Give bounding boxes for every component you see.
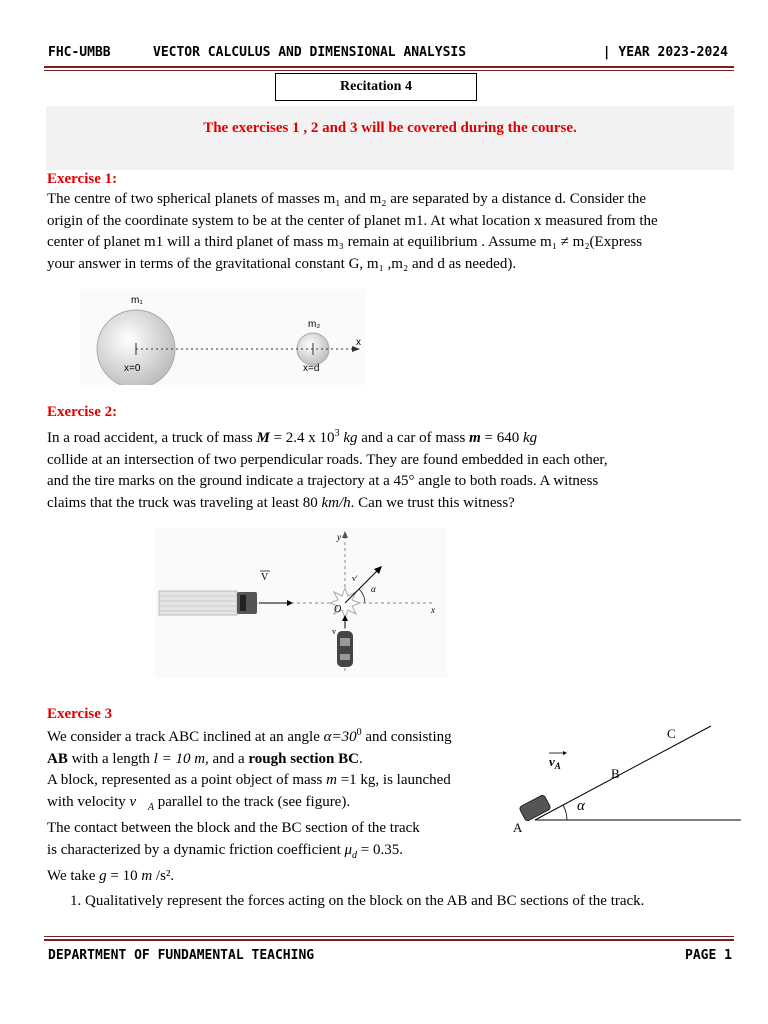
footer-left: DEPARTMENT OF FUNDAMENTAL TEACHING [48,948,315,963]
course-note [46,106,734,170]
angle-arc [563,805,567,820]
incline-track [535,726,711,820]
header-rule [44,66,734,68]
y-axis-label: y [337,532,341,542]
angle-value: α=30 [323,729,357,745]
length-value: l = 10 m [153,750,206,767]
text-run: = 0.35. [357,841,403,858]
point-c-label: C [667,726,676,741]
x-axis-label: x [356,337,361,348]
exercise3-title: Exercise 3 [47,706,113,722]
page-footer [48,948,732,966]
truck-window [240,595,246,611]
exercise3-line2 [47,749,507,771]
header-rule-thin [44,70,734,71]
mass-symbol: m [326,772,337,788]
m2-label: m₂ [308,319,321,330]
vector-arrowhead [563,751,567,755]
x-axis-label: x [431,605,435,615]
incline-figure [505,722,745,842]
text-run: with velocity [47,793,130,810]
header-left: FHC-UMBB [48,45,111,60]
exercise1-line: origin of the coordinate system to be at the center of planet m1. At what location x measured from the [47,212,658,229]
text-run: is characterized by a dynamic friction coefficient [47,841,345,858]
text-run: claims that the truck was traveling at least 80 [47,494,322,511]
text-run: , and a [205,750,249,767]
text-run: /s². [152,868,175,884]
velocity-subscript: A [147,801,154,813]
velocity-subscript: A [554,761,561,771]
exercise2-title: Exercise 2: [47,404,118,420]
exercise1-title: Exercise 1: [47,171,118,187]
text-run: =1 kg, is launched [336,772,451,788]
unit: kg [339,430,358,446]
unit: km/h [321,494,351,511]
text-run: parallel to the track (see figure). [153,793,351,810]
g-symbol: g [99,868,107,884]
exercise3-line3 [47,770,507,792]
alpha-label: α [577,798,585,814]
exercise2-line: collide at an intersection of two perpendicular roads. They are found embedded in each other, [47,451,608,468]
exercise2-text [47,423,737,514]
question-text: 1. Qualitatively represent the forces acting on the block on the AB and BC sections of the track. [70,893,645,909]
origin-label: O [334,604,342,615]
car-rear-window [340,654,350,660]
exercise3-line6 [47,840,507,867]
exercise1-line: center of planet m1 will a third planet of mass m₃ remain at equilibrium . Assume m₁ ≠ m₂(Express [47,234,643,250]
text-run: and a car of mass [357,430,470,446]
car-velocity-label: v [332,627,336,636]
car-window [340,638,350,646]
course-note-text: The exercises 1 , 2 and 3 will be covered during the course. [203,120,577,136]
exercise2-line4 [47,493,737,515]
xd-label: x=d [303,363,320,374]
text-run: = 640 [480,430,523,446]
exercise3-line: The contact between the block and the BC section of the track [47,820,420,836]
exercise1-line: The centre of two spherical planets of masses m₁ and m₂ are separated by a distance d. Consider the [47,191,647,207]
mu-symbol: μ [344,841,353,858]
footer-rule-thin [44,936,734,937]
text-run: with a length [67,750,154,767]
unit: m [141,868,153,884]
footer-rule [44,939,734,941]
velocity-label [549,754,561,771]
car-mass-symbol: m [469,430,481,446]
page-header [48,45,728,63]
exercise2-line: and the tire marks on the ground indicate a trajectory at a 45° angle to both roads. A witness [47,473,599,489]
point-b-label: B [611,766,620,781]
degree: 0 [356,727,362,738]
text-run: . Can we trust this witness? [350,494,515,511]
block [519,794,551,821]
text-run: and consisting [361,729,452,745]
unit: kg [523,430,538,446]
text-run: We take [47,868,100,884]
velocity-symbol: v⃗ [129,793,148,810]
resultant-velocity-label: v′ [352,574,358,583]
exercise2-line1 [47,423,737,450]
exercise3-line4 [47,792,507,819]
header-center: VECTOR CALCULUS AND DIMENSIONAL ANALYSIS [153,45,467,60]
truck-mass-symbol: M [256,430,270,446]
x0-label: x=0 [124,363,141,374]
text-run: = 10 [106,868,142,884]
text-run: = 2.4 x 10 [269,430,335,446]
question-1 [70,891,740,913]
truck-velocity-label: V [261,572,269,583]
mu-subscript: d [352,849,358,861]
text-run: . [358,750,363,767]
collision-figure [155,528,447,678]
alpha-label: α [371,584,376,594]
rough-section: rough section BC [248,750,359,767]
exercise3-line7 [47,866,507,888]
text-run: In a road accident, a truck of mass [47,430,257,446]
text-run: We consider a track ABC inclined at an angle [47,729,324,745]
recitation-title: Recitation 4 [275,73,477,101]
exercise1-text [47,189,737,275]
exercise1-line: your answer in terms of the gravitational constant G, m₁ ,m₂ and d as needed). [47,255,517,272]
exercise3-text [47,722,507,888]
page-number: PAGE 1 [685,948,732,963]
point-a-label: A [513,820,523,835]
planets-figure [80,289,365,385]
text-run: A block, represented as a point object of mass [47,772,327,788]
section-ab: AB [47,750,68,767]
car [337,631,353,667]
exponent: 3 [334,428,340,439]
header-right: | YEAR 2023-2024 [602,45,728,60]
m1-label: m₁ [131,295,143,306]
velocity-symbol: v [549,754,555,769]
exercise3-line1 [47,722,507,749]
